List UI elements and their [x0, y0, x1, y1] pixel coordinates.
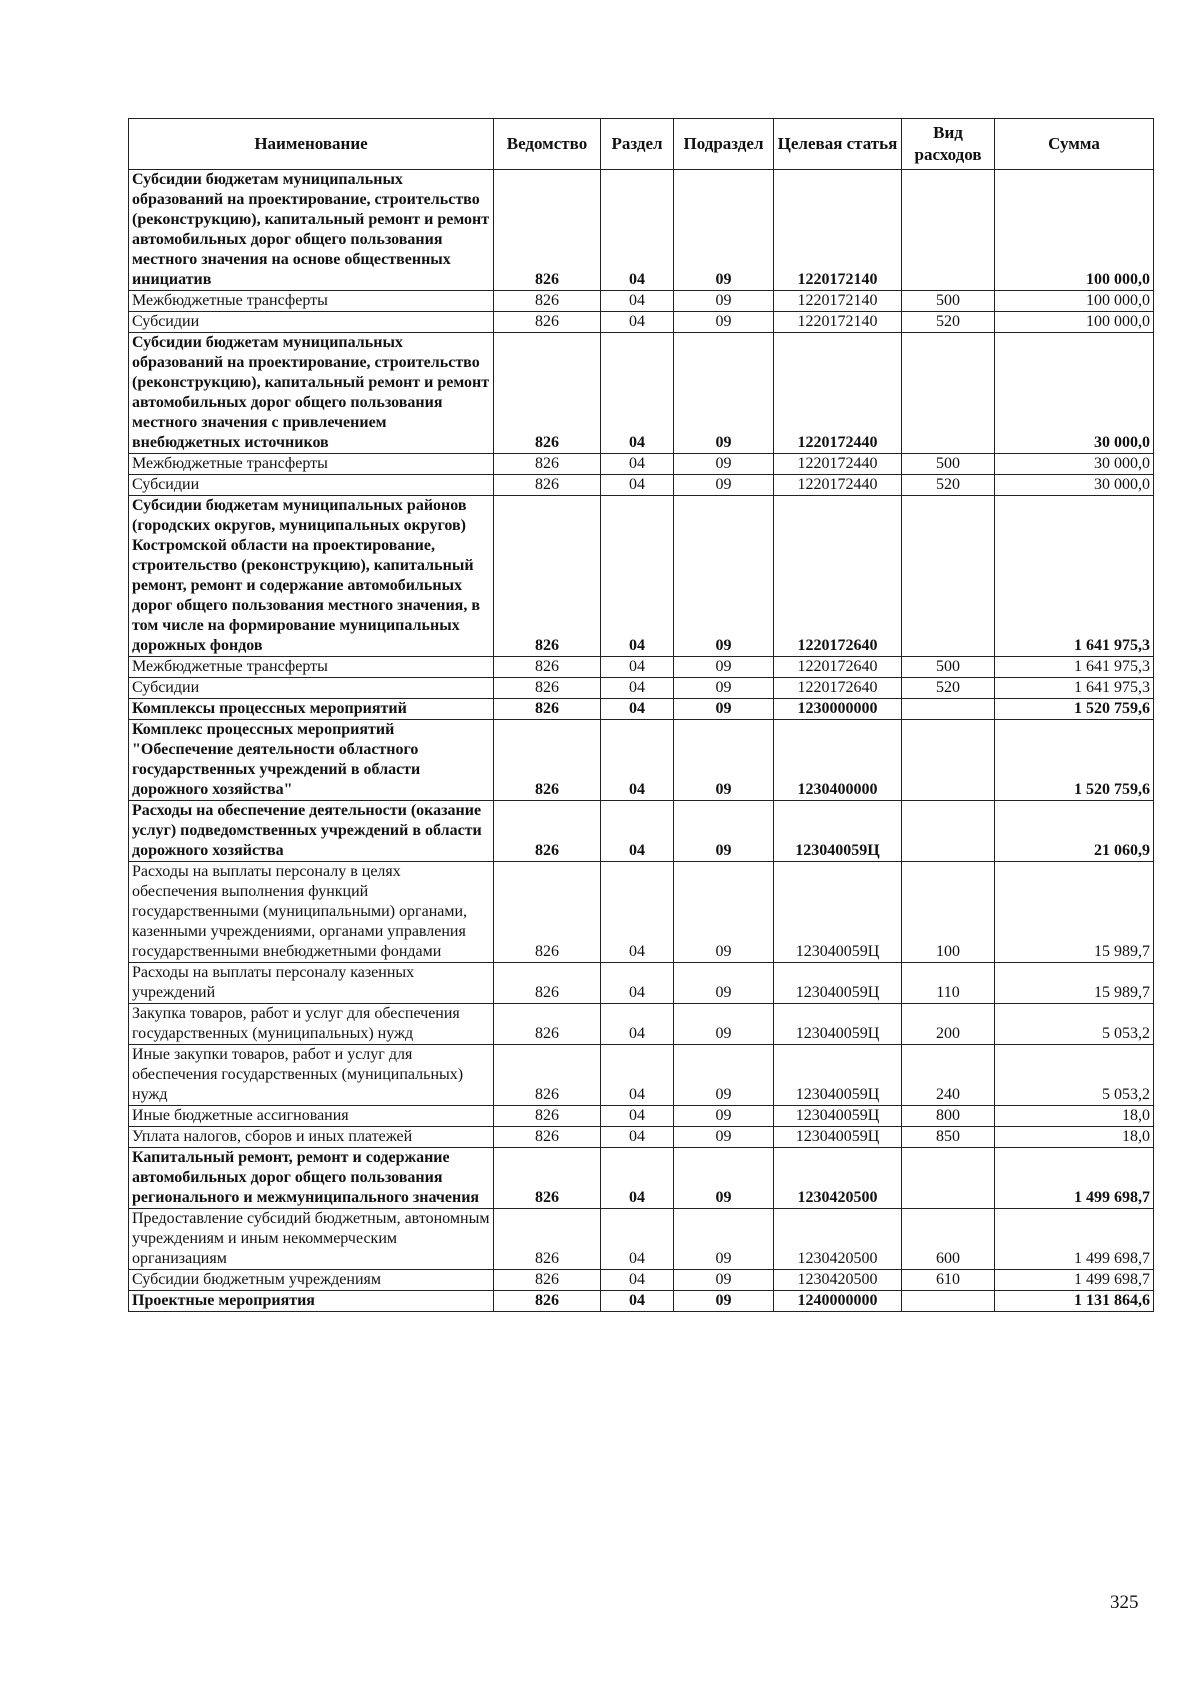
cell-dept: 826: [494, 801, 601, 862]
table-row: [129, 1106, 1154, 1127]
cell-target: 1220172640: [774, 657, 902, 678]
cell-name: Субсидии бюджетам муниципальных образований на проектирование, строительство (реконструкцию), капитальный ремонт и ремонт автомобильных дорог общего пользования местного значения на основе общественных инициатив: [129, 170, 494, 291]
cell-subsection: 09: [674, 678, 774, 699]
table-row: [129, 1209, 1154, 1270]
cell-sum: 18,0: [995, 1106, 1154, 1127]
cell-dept: 826: [494, 312, 601, 333]
cell-dept: 826: [494, 1291, 601, 1312]
table-row: [129, 1045, 1154, 1106]
cell-target: 1230420500: [774, 1270, 902, 1291]
page-number: 325: [1110, 1592, 1139, 1613]
header-dept: Ведомство: [494, 119, 601, 170]
cell-target: 1230000000: [774, 699, 902, 720]
cell-name: Комплекс процессных мероприятий "Обеспечение деятельности областного государственных учреждений в области дорожного хозяйства": [129, 720, 494, 801]
cell-sum: 5 053,2: [995, 1045, 1154, 1106]
cell-target: 123040059Ц: [774, 1106, 902, 1127]
header-section: Раздел: [601, 119, 674, 170]
cell-subsection: 09: [674, 496, 774, 657]
cell-target: 1240000000: [774, 1291, 902, 1312]
cell-sum: 1 641 975,3: [995, 657, 1154, 678]
cell-subsection: 09: [674, 1004, 774, 1045]
cell-dept: 826: [494, 1270, 601, 1291]
cell-section: 04: [601, 720, 674, 801]
cell-subsection: 09: [674, 475, 774, 496]
cell-sum: 1 520 759,6: [995, 720, 1154, 801]
cell-section: 04: [601, 1045, 674, 1106]
cell-section: 04: [601, 312, 674, 333]
cell-subsection: 09: [674, 1270, 774, 1291]
cell-section: 04: [601, 291, 674, 312]
cell-subsection: 09: [674, 801, 774, 862]
cell-name: Закупка товаров, работ и услуг для обеспечения государственных (муниципальных) нужд: [129, 1004, 494, 1045]
cell-target: 1220172440: [774, 475, 902, 496]
table-row: [129, 1004, 1154, 1045]
cell-kind: [902, 801, 995, 862]
cell-name: Субсидии: [129, 312, 494, 333]
cell-dept: 826: [494, 496, 601, 657]
cell-section: 04: [601, 475, 674, 496]
cell-subsection: 09: [674, 1291, 774, 1312]
cell-target: 1220172640: [774, 678, 902, 699]
cell-kind: 800: [902, 1106, 995, 1127]
cell-kind: [902, 333, 995, 454]
cell-target: 123040059Ц: [774, 963, 902, 1004]
cell-sum: 100 000,0: [995, 291, 1154, 312]
cell-kind: 520: [902, 475, 995, 496]
cell-name: Субсидии: [129, 475, 494, 496]
cell-kind: [902, 1148, 995, 1209]
table-body: [129, 170, 1154, 1312]
cell-section: 04: [601, 657, 674, 678]
table-header-row: [129, 119, 1154, 170]
cell-subsection: 09: [674, 333, 774, 454]
cell-name: Субсидии бюджетам муниципальных районов (городских округов, муниципальных округов) Костромской области на проектирование, строительство (реконструкцию), капитальный ремонт, ремонт и содержание автомобильных дорог общего пользования местного значения, в том числе на формирование муниципальных дорожных фондов: [129, 496, 494, 657]
cell-subsection: 09: [674, 312, 774, 333]
cell-section: 04: [601, 963, 674, 1004]
cell-dept: 826: [494, 678, 601, 699]
cell-section: 04: [601, 1004, 674, 1045]
cell-name: Иные закупки товаров, работ и услуг для обеспечения государственных (муниципальных) нужд: [129, 1045, 494, 1106]
cell-subsection: 09: [674, 170, 774, 291]
cell-dept: 826: [494, 1045, 601, 1106]
cell-sum: 5 053,2: [995, 1004, 1154, 1045]
cell-sum: 30 000,0: [995, 333, 1154, 454]
cell-kind: 200: [902, 1004, 995, 1045]
table-row: [129, 720, 1154, 801]
cell-section: 04: [601, 1148, 674, 1209]
cell-target: 1220172440: [774, 333, 902, 454]
cell-kind: 240: [902, 1045, 995, 1106]
cell-target: 1220172440: [774, 454, 902, 475]
cell-kind: 520: [902, 678, 995, 699]
cell-section: 04: [601, 1270, 674, 1291]
cell-kind: 500: [902, 454, 995, 475]
cell-kind: 610: [902, 1270, 995, 1291]
cell-target: 1220172140: [774, 312, 902, 333]
cell-sum: 15 989,7: [995, 862, 1154, 963]
cell-sum: 100 000,0: [995, 312, 1154, 333]
cell-name: Межбюджетные трансферты: [129, 657, 494, 678]
cell-sum: 1 641 975,3: [995, 678, 1154, 699]
cell-target: 123040059Ц: [774, 1127, 902, 1148]
table-row: [129, 170, 1154, 291]
cell-name: Иные бюджетные ассигнования: [129, 1106, 494, 1127]
cell-kind: 600: [902, 1209, 995, 1270]
cell-dept: 826: [494, 454, 601, 475]
cell-target: 1230420500: [774, 1148, 902, 1209]
cell-subsection: 09: [674, 1045, 774, 1106]
cell-sum: 18,0: [995, 1127, 1154, 1148]
cell-target: 123040059Ц: [774, 801, 902, 862]
cell-dept: 826: [494, 475, 601, 496]
cell-dept: 826: [494, 720, 601, 801]
cell-section: 04: [601, 454, 674, 475]
table-row: [129, 1270, 1154, 1291]
cell-name: Субсидии: [129, 678, 494, 699]
cell-dept: 826: [494, 862, 601, 963]
cell-subsection: 09: [674, 963, 774, 1004]
cell-target: 123040059Ц: [774, 1045, 902, 1106]
header-kind: Вид расходов: [902, 119, 995, 170]
cell-dept: 826: [494, 1004, 601, 1045]
cell-sum: 30 000,0: [995, 475, 1154, 496]
cell-sum: 1 131 864,6: [995, 1291, 1154, 1312]
cell-dept: 826: [494, 1106, 601, 1127]
header-target: Целевая статья: [774, 119, 902, 170]
cell-dept: 826: [494, 1148, 601, 1209]
cell-kind: [902, 496, 995, 657]
header-sum: Сумма: [995, 119, 1154, 170]
header-subsection: Подраздел: [674, 119, 774, 170]
table-row: [129, 291, 1154, 312]
header-name: Наименование: [129, 119, 494, 170]
cell-name: Уплата налогов, сборов и иных платежей: [129, 1127, 494, 1148]
cell-sum: 1 641 975,3: [995, 496, 1154, 657]
table-row: [129, 1291, 1154, 1312]
cell-subsection: 09: [674, 862, 774, 963]
cell-sum: 1 499 698,7: [995, 1209, 1154, 1270]
table-row: [129, 678, 1154, 699]
cell-subsection: 09: [674, 1106, 774, 1127]
table-row: [129, 454, 1154, 475]
cell-kind: [902, 1291, 995, 1312]
cell-dept: 826: [494, 170, 601, 291]
table-row: [129, 333, 1154, 454]
cell-name: Расходы на выплаты персоналу в целях обеспечения выполнения функций государственными (муниципальными) органами, казенными учреждениями, органами управления государственными внебюджетными фондами: [129, 862, 494, 963]
cell-target: 123040059Ц: [774, 1004, 902, 1045]
cell-section: 04: [601, 170, 674, 291]
cell-kind: 110: [902, 963, 995, 1004]
cell-section: 04: [601, 1127, 674, 1148]
cell-subsection: 09: [674, 657, 774, 678]
cell-sum: 30 000,0: [995, 454, 1154, 475]
cell-sum: 15 989,7: [995, 963, 1154, 1004]
cell-subsection: 09: [674, 454, 774, 475]
table-row: [129, 1148, 1154, 1209]
cell-dept: 826: [494, 333, 601, 454]
cell-section: 04: [601, 862, 674, 963]
cell-sum: 100 000,0: [995, 170, 1154, 291]
cell-name: Субсидии бюджетам муниципальных образований на проектирование, строительство (реконструкцию), капитальный ремонт и ремонт автомобильных дорог общего пользования местного значения с привлечением внебюджетных источников: [129, 333, 494, 454]
cell-section: 04: [601, 1209, 674, 1270]
cell-target: 1220172140: [774, 291, 902, 312]
cell-kind: [902, 699, 995, 720]
cell-name: Субсидии бюджетным учреждениям: [129, 1270, 494, 1291]
cell-section: 04: [601, 333, 674, 454]
cell-section: 04: [601, 699, 674, 720]
cell-name: Межбюджетные трансферты: [129, 291, 494, 312]
cell-subsection: 09: [674, 1127, 774, 1148]
cell-kind: [902, 170, 995, 291]
table-row: [129, 475, 1154, 496]
cell-dept: 826: [494, 657, 601, 678]
cell-name: Расходы на выплаты персоналу казенных учреждений: [129, 963, 494, 1004]
cell-sum: 1 499 698,7: [995, 1270, 1154, 1291]
table-row: [129, 657, 1154, 678]
cell-kind: [902, 720, 995, 801]
cell-name: Межбюджетные трансферты: [129, 454, 494, 475]
cell-subsection: 09: [674, 720, 774, 801]
cell-section: 04: [601, 801, 674, 862]
cell-section: 04: [601, 1106, 674, 1127]
cell-name: Комплексы процессных мероприятий: [129, 699, 494, 720]
cell-dept: 826: [494, 291, 601, 312]
cell-sum: 1 520 759,6: [995, 699, 1154, 720]
cell-name: Предоставление субсидий бюджетным, автономным учреждениям и иным некоммерческим организациям: [129, 1209, 494, 1270]
cell-kind: 500: [902, 657, 995, 678]
table-row: [129, 862, 1154, 963]
cell-dept: 826: [494, 1209, 601, 1270]
cell-target: 123040059Ц: [774, 862, 902, 963]
cell-section: 04: [601, 678, 674, 699]
cell-subsection: 09: [674, 699, 774, 720]
cell-dept: 826: [494, 963, 601, 1004]
cell-target: 1230420500: [774, 1209, 902, 1270]
table-row: [129, 312, 1154, 333]
table-row: [129, 1127, 1154, 1148]
cell-subsection: 09: [674, 1148, 774, 1209]
table-row: [129, 699, 1154, 720]
cell-sum: 21 060,9: [995, 801, 1154, 862]
cell-kind: 500: [902, 291, 995, 312]
cell-sum: 1 499 698,7: [995, 1148, 1154, 1209]
cell-dept: 826: [494, 699, 601, 720]
cell-dept: 826: [494, 1127, 601, 1148]
cell-section: 04: [601, 1291, 674, 1312]
cell-section: 04: [601, 496, 674, 657]
cell-target: 1230400000: [774, 720, 902, 801]
cell-name: Расходы на обеспечение деятельности (оказание услуг) подведомственных учреждений в области дорожного хозяйства: [129, 801, 494, 862]
cell-kind: 850: [902, 1127, 995, 1148]
cell-kind: 100: [902, 862, 995, 963]
cell-target: 1220172140: [774, 170, 902, 291]
table-row: [129, 496, 1154, 657]
cell-name: Капитальный ремонт, ремонт и содержание автомобильных дорог общего пользования регионального и межмуниципального значения: [129, 1148, 494, 1209]
cell-subsection: 09: [674, 1209, 774, 1270]
cell-name: Проектные мероприятия: [129, 1291, 494, 1312]
cell-subsection: 09: [674, 291, 774, 312]
budget-table: [128, 118, 1154, 1312]
cell-target: 1220172640: [774, 496, 902, 657]
table-row: [129, 801, 1154, 862]
cell-kind: 520: [902, 312, 995, 333]
table-row: [129, 963, 1154, 1004]
